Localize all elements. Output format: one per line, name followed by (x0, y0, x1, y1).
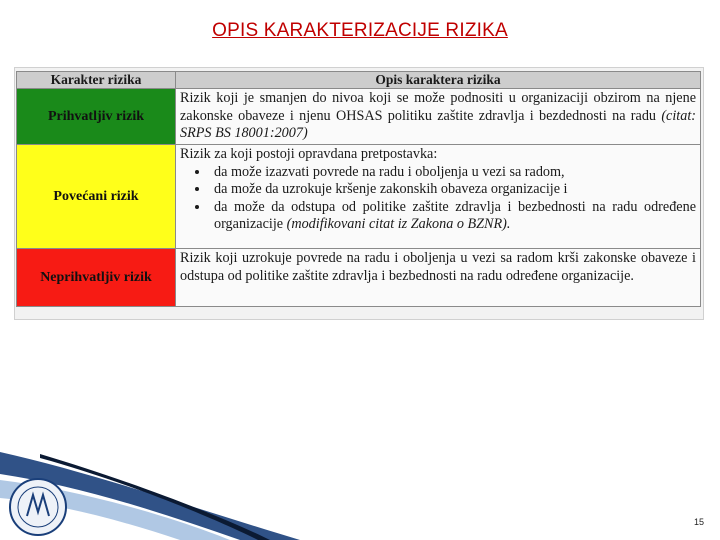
description-text: Rizik koji je smanjen do nivoa koji se može podnositi u organizaciji obzirom na njene zakonske obaveze i njenu OHSAS politiku zaštite zdravlja i bezdednosti na radu (180, 90, 696, 124)
description-intro: Rizik za koji postoji opravdana pretpostavka: (180, 146, 438, 162)
risk-description-acceptable (176, 89, 701, 145)
page-title: OPIS KARAKTERIZACIJE RIZIKA (212, 20, 508, 41)
risk-label-unacceptable: Neprihvatljiv rizik (17, 249, 176, 307)
university-seal-icon (10, 479, 66, 535)
header-risk-character: Karakter rizika (17, 72, 176, 89)
page-number: 15 (693, 517, 704, 527)
citation: (modifikovani citat iz Zakona o BZNR). (286, 216, 511, 232)
citation: (citat: SRPS BS 18001:2007) (180, 107, 696, 141)
slide-decoration (0, 450, 720, 540)
bullet-list (180, 164, 696, 234)
list-item: • da može izazvati povrede na radu i oboljenja u vezi sa radom, (210, 164, 696, 182)
header-risk-description: Opis karaktera rizika (176, 72, 701, 89)
risk-table-image (14, 67, 704, 320)
risk-label-acceptable: Prihvatljiv rizik (17, 89, 176, 145)
table-row (17, 89, 701, 145)
risk-label-increased: Povećani rizik (17, 145, 176, 249)
list-item: • da može da uzrokuje kršenje zakonskih obaveza organizacije i (210, 181, 696, 199)
table-row (17, 145, 701, 249)
risk-description-unacceptable: Rizik koji uzrokuje povrede na radu i oboljenja u vezi sa radom krši zakonske obaveze i odstupa od politike zaštite zdravlja i bezbednosti na radu određene organizacije. (176, 249, 701, 307)
risk-characterization-table (16, 71, 701, 307)
table-header-row (17, 72, 701, 89)
bullet-text: da može da odstupa od politike zaštite zdravlja i bezbednosti na radu određene organizacije (214, 198, 696, 232)
list-item (210, 199, 696, 234)
risk-description-increased (176, 145, 701, 249)
table-row (17, 249, 701, 307)
